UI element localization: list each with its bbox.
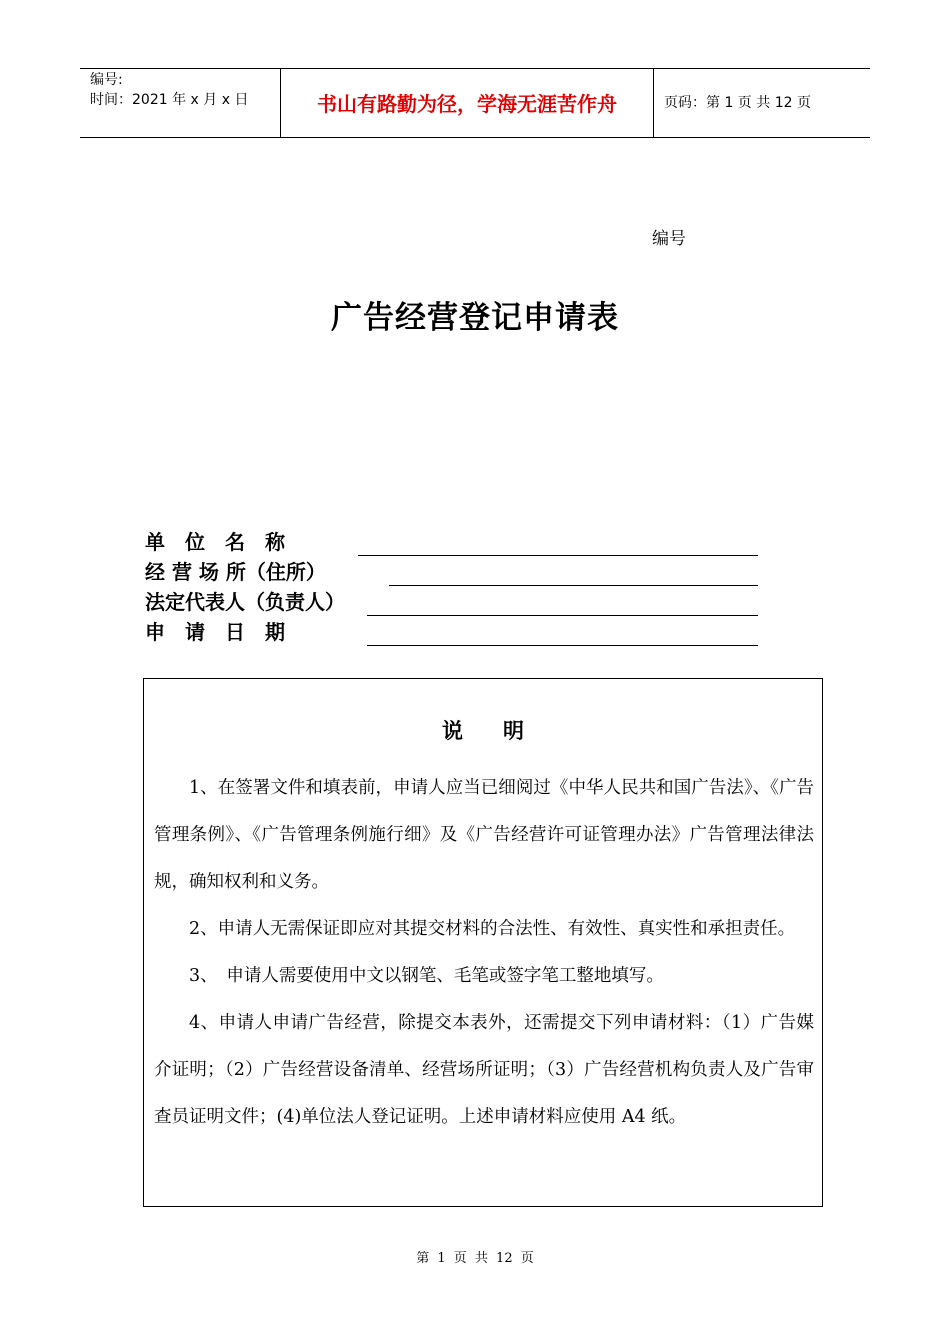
instruction-item: 2、申请人无需保证即应对其提交材料的合法性、有效性、真实性和承担责任。 — [189, 919, 796, 939]
header-time-label: 时间：2021 年 x 月 x 日 — [90, 92, 249, 108]
header-page-info: 页码：第 1 页 共 12 页 — [664, 95, 811, 111]
header-left-cell — [80, 69, 281, 137]
application-date-blank-line[interactable] — [367, 645, 758, 646]
instructions-box — [143, 678, 823, 1207]
instruction-item: 3、 申请人需要使用中文以钢笔、毛笔或签字笔工整地填写。 — [189, 966, 664, 986]
instructions-text — [154, 765, 814, 1141]
application-date-label: 申 请 日 期 — [145, 620, 285, 644]
instruction-item: 4、申请人申请广告经营，除提交本表外，还需提交下列申请材料：（1）广告媒介证明；（2）广告经营设备清单、经营场所证明；（3）广告经营机构负责人及广告审查员证明文件；(4)单位法人登记证明。上述申请材料应使用 A4 纸。 — [154, 1013, 814, 1127]
unit-name-label: 单 位 名 称 — [145, 530, 285, 554]
page-header — [80, 68, 870, 138]
business-premises-label: 经 营 场 所（住所） — [145, 560, 326, 584]
instruction-item: 1、在签署文件和填表前，申请人应当已细阅过《中华人民共和国广告法》、《广告管理条例》、《广告管理条例施行细》及《广告经营许可证管理办法》广告管理法律法规，确知权利和义务。 — [154, 778, 814, 892]
header-number-label: 编号: — [90, 72, 123, 88]
unit-name-blank-line[interactable] — [358, 555, 758, 556]
instructions-title: 说明 — [442, 719, 564, 743]
business-premises-field[interactable] — [145, 558, 758, 586]
legal-representative-label: 法定代表人（负责人） — [145, 590, 345, 614]
header-page-cell — [654, 69, 870, 137]
document-number-label: 编号 — [652, 229, 686, 249]
header-motto: 书山有路勤为径，学海无涯苦作舟 — [317, 92, 617, 116]
legal-representative-field[interactable] — [145, 588, 758, 616]
application-date-field[interactable] — [145, 618, 758, 646]
business-premises-blank-line[interactable] — [389, 585, 758, 586]
page-footer: 第 1 页 共 12 页 — [416, 1251, 534, 1266]
legal-representative-blank-line[interactable] — [367, 615, 758, 616]
unit-name-field[interactable] — [145, 528, 758, 556]
document-title: 广告经营登记申请表 — [331, 300, 619, 336]
header-motto-cell — [281, 69, 654, 137]
